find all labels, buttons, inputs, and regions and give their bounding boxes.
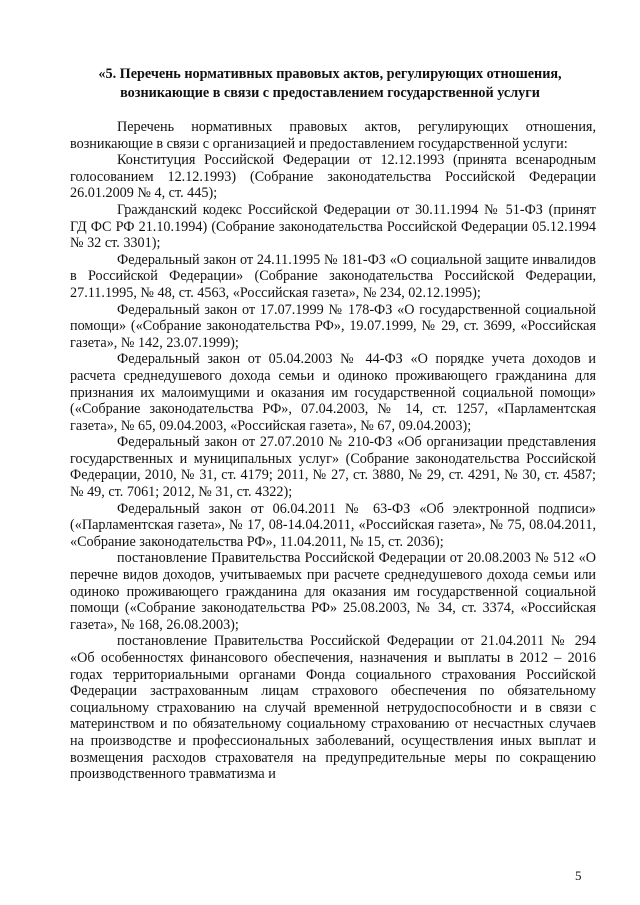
paragraph-decree-294: постановление Правительства Российской Федерации от 21.04.2011 № 294 «Об особенностях финансового обеспечения, назначения и выплаты в 2012 – 2016 годах территориальными органами Фонда социального страхования Российской Федерации застрахованным лицам страхового обеспечения по обязательному социальному страхованию на случай временной нетрудоспособности и в связи с материнством и по обязательному социальному страхованию от несчастных случаев на производстве и профессиональных заболеваний, осуществления иных выплат и возмещения расходов страхователя на предупредительные меры по сокращению производственного травматизма и xyxy=(70,633,596,783)
paragraph-constitution: Конституция Российской Федерации от 12.12.1993 (принята всенародным голосованием 12.12.1993) (Собрание законодательства Российской Федерации 26.01.2009 № 4, ст. 445); xyxy=(70,152,596,202)
section-heading: «5. Перечень нормативных правовых актов, регулирующих отношения, возникающие в связи с предоставлением государственной услуги xyxy=(98,66,562,101)
paragraph-intro: Перечень нормативных правовых актов, регулирующих отношения, возникающие в связи с организацией и предоставлением государственной услуги: xyxy=(70,119,596,152)
paragraph-law-63: Федеральный закон от 06.04.2011 № 63-ФЗ «Об электронной подписи» («Парламентская газета», № 17, 08-14.04.2011, «Российская газета», № 75, 08.04.2011, «Собрание законодательства РФ», 11.04.2011, № 15, ст. 2036); xyxy=(70,500,596,550)
paragraph-law-44: Федеральный закон от 05.04.2003 № 44-ФЗ «О порядке учета доходов и расчета среднедушевого дохода семьи и одиноко проживающего гражданина для признания их малоимущими и оказания им государственной социальной помощи» («Собрание законодательства РФ», 07.04.2003, № 14, ст. 1257, «Парламентская газета», № 65, 09.04.2003, «Российская газета», № 67, 09.04.2003); xyxy=(70,351,596,434)
paragraph-law-178: Федеральный закон от 17.07.1999 № 178-ФЗ «О государственной социальной помощи» («Собрание законодательства РФ», 19.07.1999, № 29, ст. 3699, «Российская газета», № 142, 23.07.1999); xyxy=(70,301,596,351)
page-number: 5 xyxy=(575,868,582,883)
document-body xyxy=(70,119,596,783)
paragraph-law-181: Федеральный закон от 24.11.1995 № 181-ФЗ «О социальной защите инвалидов в Российской Федерации» (Собрание законодательства Российской Федерации, 27.11.1995, № 48, ст. 4563, «Российская газета», № 234, 02.12.1995); xyxy=(70,251,596,301)
paragraph-decree-512: постановление Правительства Российской Федерации от 20.08.2003 № 512 «О перечне видов доходов, учитываемых при расчете среднедушевого дохода семьи или одиноко проживающего гражданина для оказания им государственной социальной помощи («Собрание законодательства РФ» 25.08.2003, № 34, ст. 3374, «Российская газета», № 168, 26.08.2003); xyxy=(70,550,596,633)
paragraph-civil-code: Гражданский кодекс Российской Федерации от 30.11.1994 № 51-ФЗ (принят ГД ФС РФ 21.10.1994) (Собрание законодательства Российской Федерации 05.12.1994 № 32 ст. 3301); xyxy=(70,201,596,252)
paragraph-law-210: Федеральный закон от 27.07.2010 № 210-ФЗ «Об организации представления государственных и муниципальных услуг» (Собрание законодательства Российской Федерации, 2010, № 31, ст. 4179; 2011, № 27, ст. 3880, № 29, ст. 4291, № 30, ст. 4587; № 49, ст. 7061; 2012, № 31, ст. 4322); xyxy=(70,434,596,501)
